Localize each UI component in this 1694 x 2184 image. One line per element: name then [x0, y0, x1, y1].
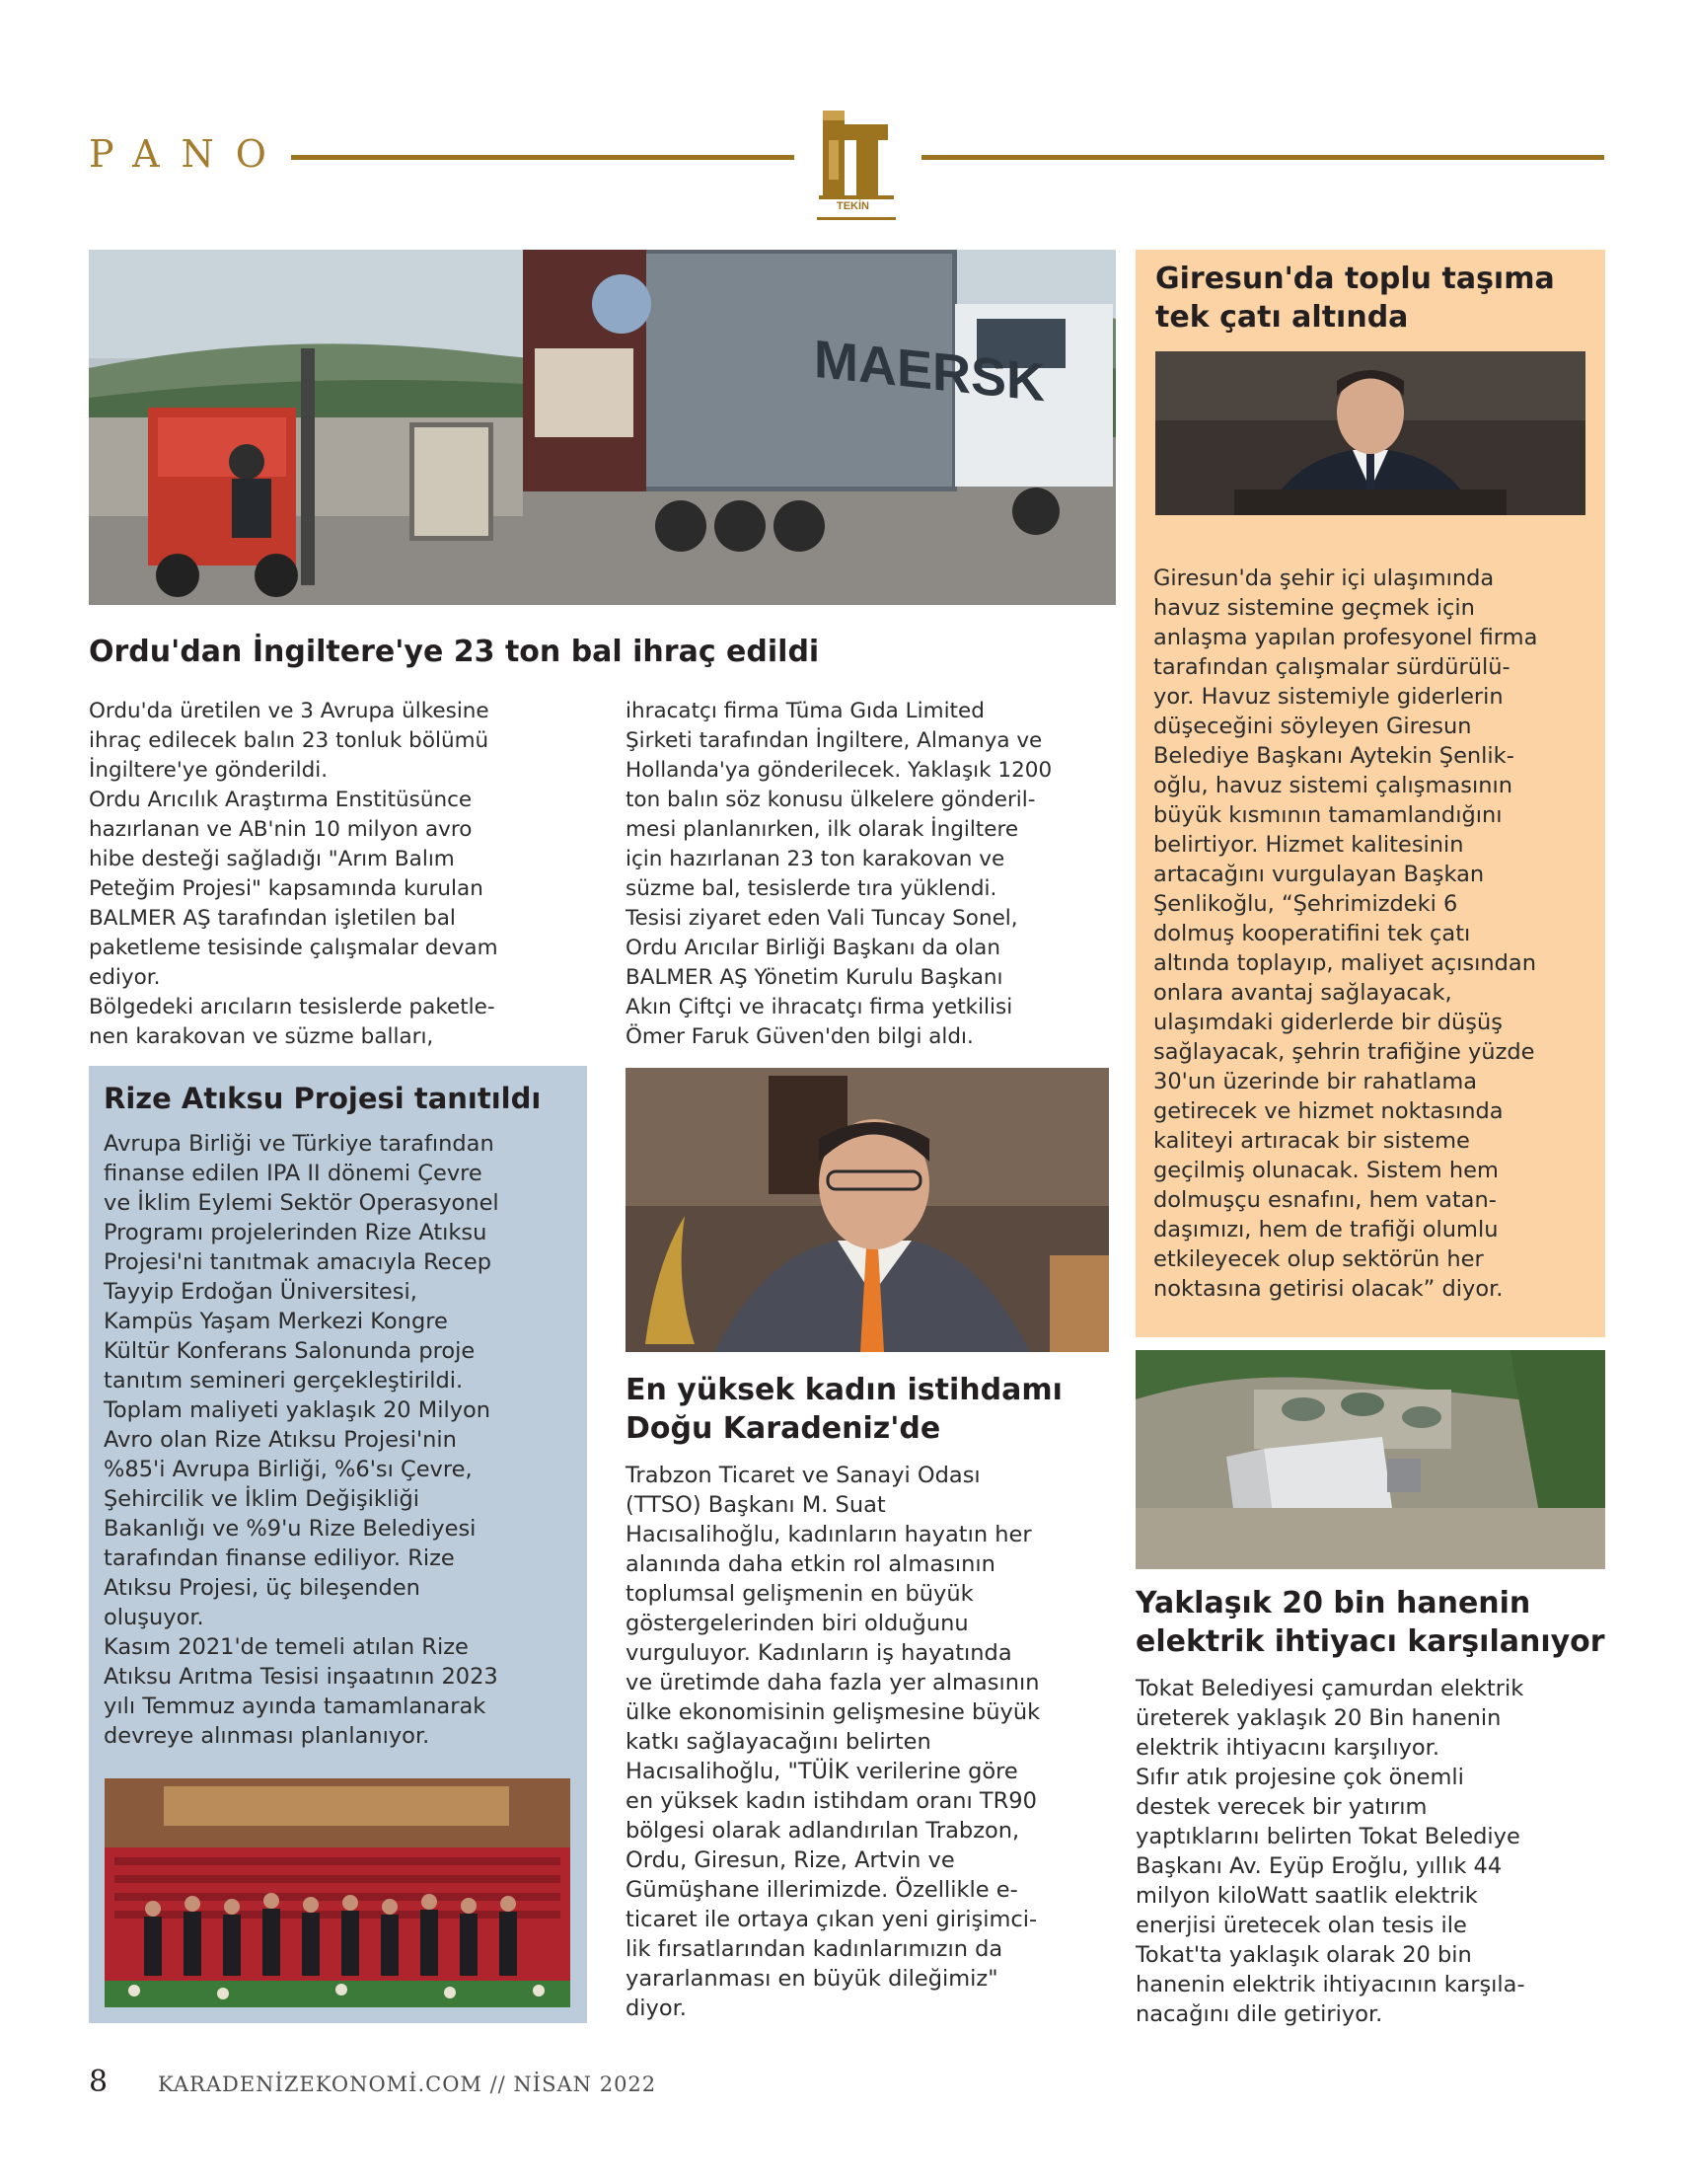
section-label: PANO — [89, 132, 288, 176]
publisher-logo — [811, 111, 902, 227]
article-body-rize: Avrupa Birliği ve Türkiye tarafından finanse edilen IPA II dönemi Çevre ve İklim Eylemi Sektör Operasyonel Programı projelerinden Rize Atıksu Projesi'ni tanıtmak amacıyla Recep Tayyip Erdoğan Üniversitesi, Kampüs Yaşam Merkezi Kongre Kültür Konferans Salonunda proje tanıtım semineri gerçekleştirildi. Toplam maliyeti yaklaşık 20 Milyon Avro olan Rize Atıksu Projesi'nin %85'i Avrupa Birliği, %6'sı Çevre, Şehircilik ve İklim Değişikliği Bakanlığı ve %9'u Rize Belediyesi tarafından finanse ediliyor. Rize Atıksu Projesi, üç bileşenden oluşuyor. Kasım 2021'de temeli atılan Rize Atıksu Arıtma Tesisi inşaatının 2023 yılı Temmuz ayında tamamlanarak devreye alınması planlanıyor. — [104, 1131, 499, 1749]
article-title-rize: Rize Atıksu Projesi tanıtıldı — [104, 1082, 542, 1115]
logo-text: TEKİN — [837, 200, 869, 212]
giresun-box — [1136, 250, 1605, 1337]
article-title-ordu: Ordu'dan İngiltere'ye 23 ton bal ihraç edildi — [89, 635, 820, 669]
article-body-giresun: Giresun'da şehir içi ulaşımında havuz sistemine geçmek için anlaşma yapılan profesyonel firma tarafından çalışmalar sürdürülü- yor. Havuz sistemiyle giderlerin düşeceğini söyleyen Giresun Belediye Başkanı Aytekin Şenlik- oğlu, havuz sistemi çalışmasının büyük kısmının tamamlandığını belirtiyor. Hizmet kalitesinin artacağını vurgulayan Başkan Şenlikoğlu, “Şehrimizdeki 6 dolmuş kooperatifini tek çatı altında toplayıp, maliyet açısından onlara avantaj sağlayacak, ulaşımdaki giderlerde bir düşüş sağlayacak, şehrin trafiğine yüzde 30'un üzerinde bir rahatlama getirecek ve hizmet noktasında kaliteyi artıracak bir sisteme geçilmiş olunacak. Sistem hem dolmuşçu esnafını, hem vatan- daşımızı, hem de trafiği olumlu etkileyecek olup sektörün her noktasına getirisi olacak” diyor. — [1153, 565, 1538, 1302]
article-title-trabzon: En yüksek kadın istihdamı Doğu Karadeniz'de — [626, 1373, 1063, 1446]
rize-box — [89, 1066, 587, 2023]
trabzon-president-photo — [626, 1068, 1109, 1352]
article-body-ordu-col2: ihracatçı firma Tüma Gıda Limited Şirketi tarafından İngiltere, Almanya ve Hollanda'ya gönderilecek. Yaklaşık 1200 ton balın söz konusu ülkelere gönderil- mesi planlanırken, ilk olarak İngiltere için hazırlanan 23 ton karakovan ve süzme bal, tesislerde tıra yüklendi. Tesisi ziyaret eden Vali Tuncay Sonel, Ordu Arıcılar Birliği Başkanı da olan BALMER AŞ Yönetim Kurulu Başkanı Akın Çiftçi ve ihracatçı firma yetkilisi Ömer Faruk Güven'den bilgi aldı. — [626, 699, 1053, 1049]
article-body-tokat: Tokat Belediyesi çamurdan elektrik üreterek yaklaşık 20 Bin hanenin elektrik ihtiyacını karşılıyor. Sıfır atık projesine çok önemli destek verecek bir yatırım yaptıklarını belirten Tokat Belediye Başkanı Av. Eyüp Eroğlu, yıllık 44 milyon kiloWatt saatlik elektrik enerjisi üretecek olan tesis ile Tokat'ta yaklaşık olarak 20 bin hanenin elektrik ihtiyacının karşıla- nacağını dile getiriyor. — [1136, 1676, 1525, 2027]
truck-brand-text: MAERSK — [814, 329, 1046, 414]
truck-photo — [89, 250, 1116, 605]
header-rule-left — [291, 155, 794, 160]
rize-seminar-photo — [105, 1778, 570, 2007]
article-title-giresun: Giresun'da toplu taşıma tek çatı altında — [1155, 262, 1555, 335]
giresun-mayor-photo — [1155, 351, 1585, 515]
tokat-facility-photo — [1136, 1350, 1605, 1569]
article-title-tokat: Yaklaşık 20 bin hanenin elektrik ihtiyacı karşılanıyor — [1136, 1586, 1605, 1659]
footer-site-date: KARADENİZEKONOMİ.COM // NİSAN 2022 — [158, 2072, 657, 2096]
header-rule-right — [921, 155, 1604, 160]
article-body-ordu-col1: Ordu'da üretilen ve 3 Avrupa ülkesine ihraç edilecek balın 23 tonluk bölümü İngiltere'ye gönderildi. Ordu Arıcılık Araştırma Enstitüsünce hazırlanan ve AB'nin 10 milyon avro hibe desteği sağladığı "Arım Balım Peteğim Projesi" kapsamında kurulan BALMER AŞ tarafından işletilen bal paketleme tesisinde çalışmalar devam ediyor. Bölgedeki arıcıların tesislerde paketle- nen karakovan ve süzme balları, — [89, 699, 498, 1049]
article-body-trabzon: Trabzon Ticaret ve Sanayi Odası (TTSO) Başkanı M. Suat Hacısalihoğlu, kadınların hayatın her alanında daha etkin rol almasının toplumsal gelişmenin en büyük göstergelerinden biri olduğunu vurguluyor. Kadınların iş hayatında ve üretimde daha fazla yer almasının ülke ekonomisinin gelişmesine büyük katkı sağlayacağını belirten Hacısalihoğlu, "TÜİK verilerine göre en yüksek kadın istihdam oranı TR90 bölgesi olarak adlandırılan Trabzon, Ordu, Giresun, Rize, Artvin ve Gümüşhane illerimizde. Özellikle e- ticaret ile ortaya çıkan yeni girişimci- lik fırsatlarından kadınlarımızın da yararlanması en büyük dileğimiz" diyor. — [626, 1463, 1041, 2021]
page-number: 8 — [89, 2065, 109, 2099]
